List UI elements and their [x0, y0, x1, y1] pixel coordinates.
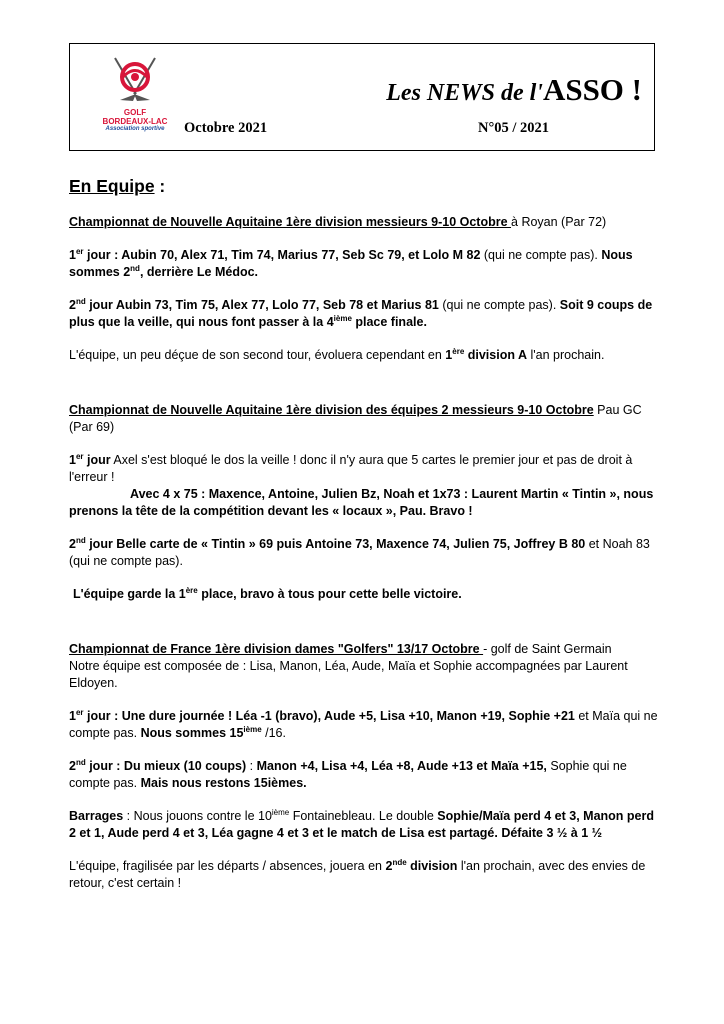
issue-number: N°05 / 2021	[478, 120, 550, 136]
section-heading: En Equipe :	[69, 176, 166, 196]
logo-text-golf: GOLF	[123, 108, 147, 117]
block1-outro: L'équipe, un peu déçue de son second tour, évoluera cependant en 1ère division A l'an prochain.	[69, 346, 605, 362]
golf-clubs-logo-icon	[90, 54, 180, 110]
title-asso: ASSO !	[542, 72, 642, 107]
block2-day1: 1er jour Axel s'est bloqué le dos la veille ! donc il n'y aura que 5 cartes le premier jour et pas de droit à l'erreur !	[69, 451, 633, 484]
issue-month: Octobre 2021	[184, 120, 268, 136]
golf-bordeaux-lac-logo	[90, 54, 180, 139]
newsletter-header	[69, 43, 655, 151]
block3-title: Championnat de France 1ère division dames "Golfers" 13/17 Octobre - golf de Saint Germain	[69, 642, 612, 656]
block1-day1: 1er jour : Aubin 70, Alex 71, Tim 74, Marius 77, Seb Sc 79, et Lolo M 82 (qui ne compte pas). Nous sommes 2nd, derrière Le Médoc.	[69, 246, 633, 279]
block3-barrages: Barrages : Nous jouons contre le 10ième Fontainebleau. Le double Sophie/Maïa perd 4 et 3, Manon perd 2 et 1, Aude perd 4 et 3, Léa gagne 4 et 3 et le match de Lisa est partagé. Défaite 3 ½ à 1 ½	[69, 807, 655, 840]
block3-day2: 2nd jour : Du mieux (10 coups) : Manon +4, Lisa +4, Léa +8, Aude +13 et Maïa +15, Sophie qui ne compte pas. Mais nous restons 15ièmes.	[69, 757, 627, 790]
block2-outro: L'équipe garde la 1ère place, bravo à tous pour cette belle victoire.	[73, 585, 462, 601]
block1-title: Championnat de Nouvelle Aquitaine 1ère division messieurs 9-10 Octobre à Royan (Par 72)	[69, 215, 607, 229]
title-prefix: Les NEWS de l'	[386, 80, 543, 106]
block1-day2: 2nd jour Aubin 73, Tim 75, Alex 77, Lolo 77, Seb 78 et Marius 81 (qui ne compte pas). Soit 9 coups de plus que la veille, qui nous font passer à la 4ième place finale.	[69, 296, 653, 329]
logo-text-bordeaux-lac: BORDEAUX-LAC	[102, 117, 168, 126]
logo-subtitle: Association sportive	[105, 126, 165, 132]
block3-outro: L'équipe, fragilisée par les départs / absences, jouera en 2nde division l'an prochain, avec des envies de retour, c'est certain !	[69, 857, 646, 890]
block2-day2: 2nd jour Belle carte de « Tintin » 69 puis Antoine 73, Maxence 74, Julien 75, Joffrey B 80 et Noah 83 (qui ne compte pas).	[69, 535, 650, 568]
newsletter-title	[386, 72, 642, 108]
newsletter-body	[69, 178, 659, 908]
block3-day1: 1er jour : Une dure journée ! Léa -1 (bravo), Aude +5, Lisa +10, Manon +19, Sophie +21 et Maïa qui ne compte pas. Nous sommes 15ième /16.	[69, 707, 658, 740]
block2-title: Championnat de Nouvelle Aquitaine 1ère division des équipes 2 messieurs 9-10 Octobre Pau GC (Par 69)	[69, 403, 642, 434]
block3-intro: Notre équipe est composée de : Lisa, Manon, Léa, Aude, Maïa et Sophie accompagnées par Laurent Eldoyen.	[69, 659, 628, 690]
block2-day1-result: Avec 4 x 75 : Maxence, Antoine, Julien Bz, Noah et 1x73 : Laurent Martin « Tintin », nous prenons la tête de la compétition devant les « locaux », Pau. Bravo !	[69, 487, 654, 518]
